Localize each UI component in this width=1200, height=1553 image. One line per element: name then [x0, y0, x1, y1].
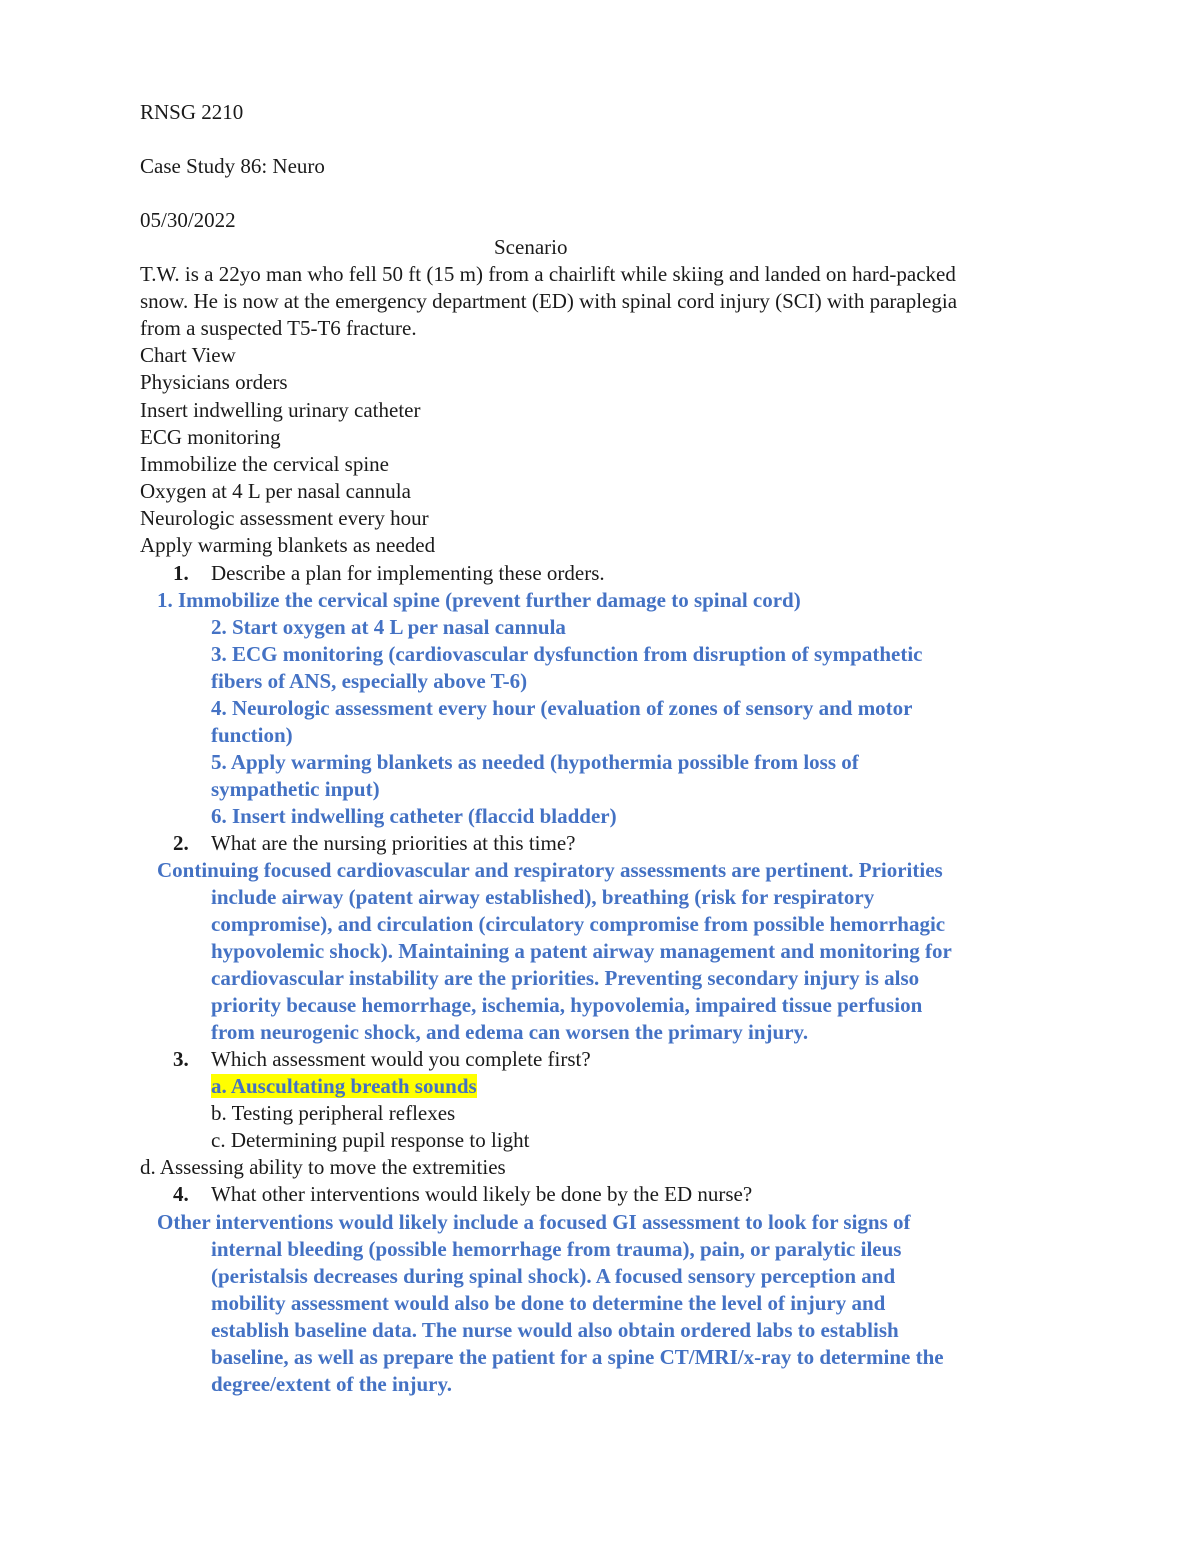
question-1 — [173, 560, 605, 587]
order-item: ECG monitoring — [140, 425, 281, 449]
answer-2-line: compromise), and circulation (circulatory compromise from possible hemorrhagic — [211, 912, 946, 936]
highlighted-answer: a. Auscultating breath sounds — [211, 1074, 477, 1098]
order-item: Apply warming blankets as needed — [140, 533, 436, 557]
answer-1-line: 6. Insert indwelling catheter (flaccid bladder) — [211, 804, 617, 828]
answer-2-line: Continuing focused cardiovascular and respiratory assessments are pertinent. Priorities — [157, 858, 943, 882]
order-item: Insert indwelling urinary catheter — [140, 398, 421, 422]
option-c: c. Determining pupil response to light — [211, 1128, 530, 1152]
answer-4-line: Other interventions would likely include a focused GI assessment to look for signs of — [157, 1210, 911, 1234]
course-code: RNSG 2210 — [140, 100, 244, 124]
option-b: b. Testing peripheral reflexes — [211, 1101, 456, 1125]
answer-1-line: 3. ECG monitoring (cardiovascular dysfunction from disruption of sympathetic — [211, 642, 923, 666]
answer-1-line: fibers of ANS, especially above T-6) — [211, 669, 528, 693]
answer-1-line: 4. Neurologic assessment every hour (evaluation of zones of sensory and motor — [211, 696, 913, 720]
scenario-line: snow. He is now at the emergency department (ED) with spinal cord injury (SCI) with paraplegia — [140, 289, 958, 313]
question-number: 1. — [173, 561, 189, 585]
document-date: 05/30/2022 — [140, 208, 236, 232]
question-text: Describe a plan for implementing these orders. — [211, 561, 605, 585]
scenario-line: from a suspected T5-T6 fracture. — [140, 316, 417, 340]
question-number: 2. — [173, 831, 189, 855]
question-number: 4. — [173, 1182, 189, 1206]
question-text: Which assessment would you complete first? — [211, 1047, 591, 1071]
answer-4-line: mobility assessment would also be done to determine the level of injury and — [211, 1291, 886, 1315]
order-item: Oxygen at 4 L per nasal cannula — [140, 479, 411, 503]
answer-4-line: degree/extent of the injury. — [211, 1372, 453, 1396]
scenario-line: T.W. is a 22yo man who fell 50 ft (15 m) from a chairlift while skiing and landed on hard-packed — [140, 262, 956, 286]
answer-4-line: (peristalsis decreases during spinal shock). A focused sensory perception and — [211, 1264, 896, 1288]
answer-1-line: 5. Apply warming blankets as needed (hypothermia possible from loss of — [211, 750, 859, 774]
answer-1-line: 2. Start oxygen at 4 L per nasal cannula — [211, 615, 566, 639]
case-study-title: Case Study 86: Neuro — [140, 154, 325, 178]
answer-1-line: function) — [211, 723, 293, 747]
option-a-selected — [211, 1073, 477, 1100]
question-2 — [173, 830, 575, 857]
answer-2-line: cardiovascular instability are the priorities. Preventing secondary injury is also — [211, 966, 920, 990]
scenario-heading: Scenario — [494, 235, 568, 259]
option-d: d. Assessing ability to move the extremities — [140, 1155, 506, 1179]
answer-2-line: hypovolemic shock). Maintaining a patent airway management and monitoring for — [211, 939, 952, 963]
answer-2-line: from neurogenic shock, and edema can worsen the primary injury. — [211, 1020, 809, 1044]
order-item: Neurologic assessment every hour — [140, 506, 429, 530]
answer-2-line: priority because hemorrhage, ischemia, hypovolemia, impaired tissue perfusion — [211, 993, 923, 1017]
question-4 — [173, 1181, 752, 1208]
question-text: What other interventions would likely be done by the ED nurse? — [211, 1182, 753, 1206]
chart-view-label: Chart View — [140, 343, 236, 367]
answer-2-line: include airway (patent airway established), breathing (risk for respiratory — [211, 885, 875, 909]
orders-heading: Physicians orders — [140, 370, 288, 394]
question-number: 3. — [173, 1047, 189, 1071]
question-text: What are the nursing priorities at this time? — [211, 831, 576, 855]
answer-1-line: 1. Immobilize the cervical spine (prevent further damage to spinal cord) — [157, 588, 801, 612]
answer-4-line: establish baseline data. The nurse would also obtain ordered labs to establish — [211, 1318, 899, 1342]
order-item: Immobilize the cervical spine — [140, 452, 389, 476]
question-3 — [173, 1046, 591, 1073]
answer-4-line: internal bleeding (possible hemorrhage from trauma), pain, or paralytic ileus — [211, 1237, 902, 1261]
answer-4-line: baseline, as well as prepare the patient for a spine CT/MRI/x-ray to determine the — [211, 1345, 944, 1369]
answer-1-line: sympathetic input) — [211, 777, 380, 801]
